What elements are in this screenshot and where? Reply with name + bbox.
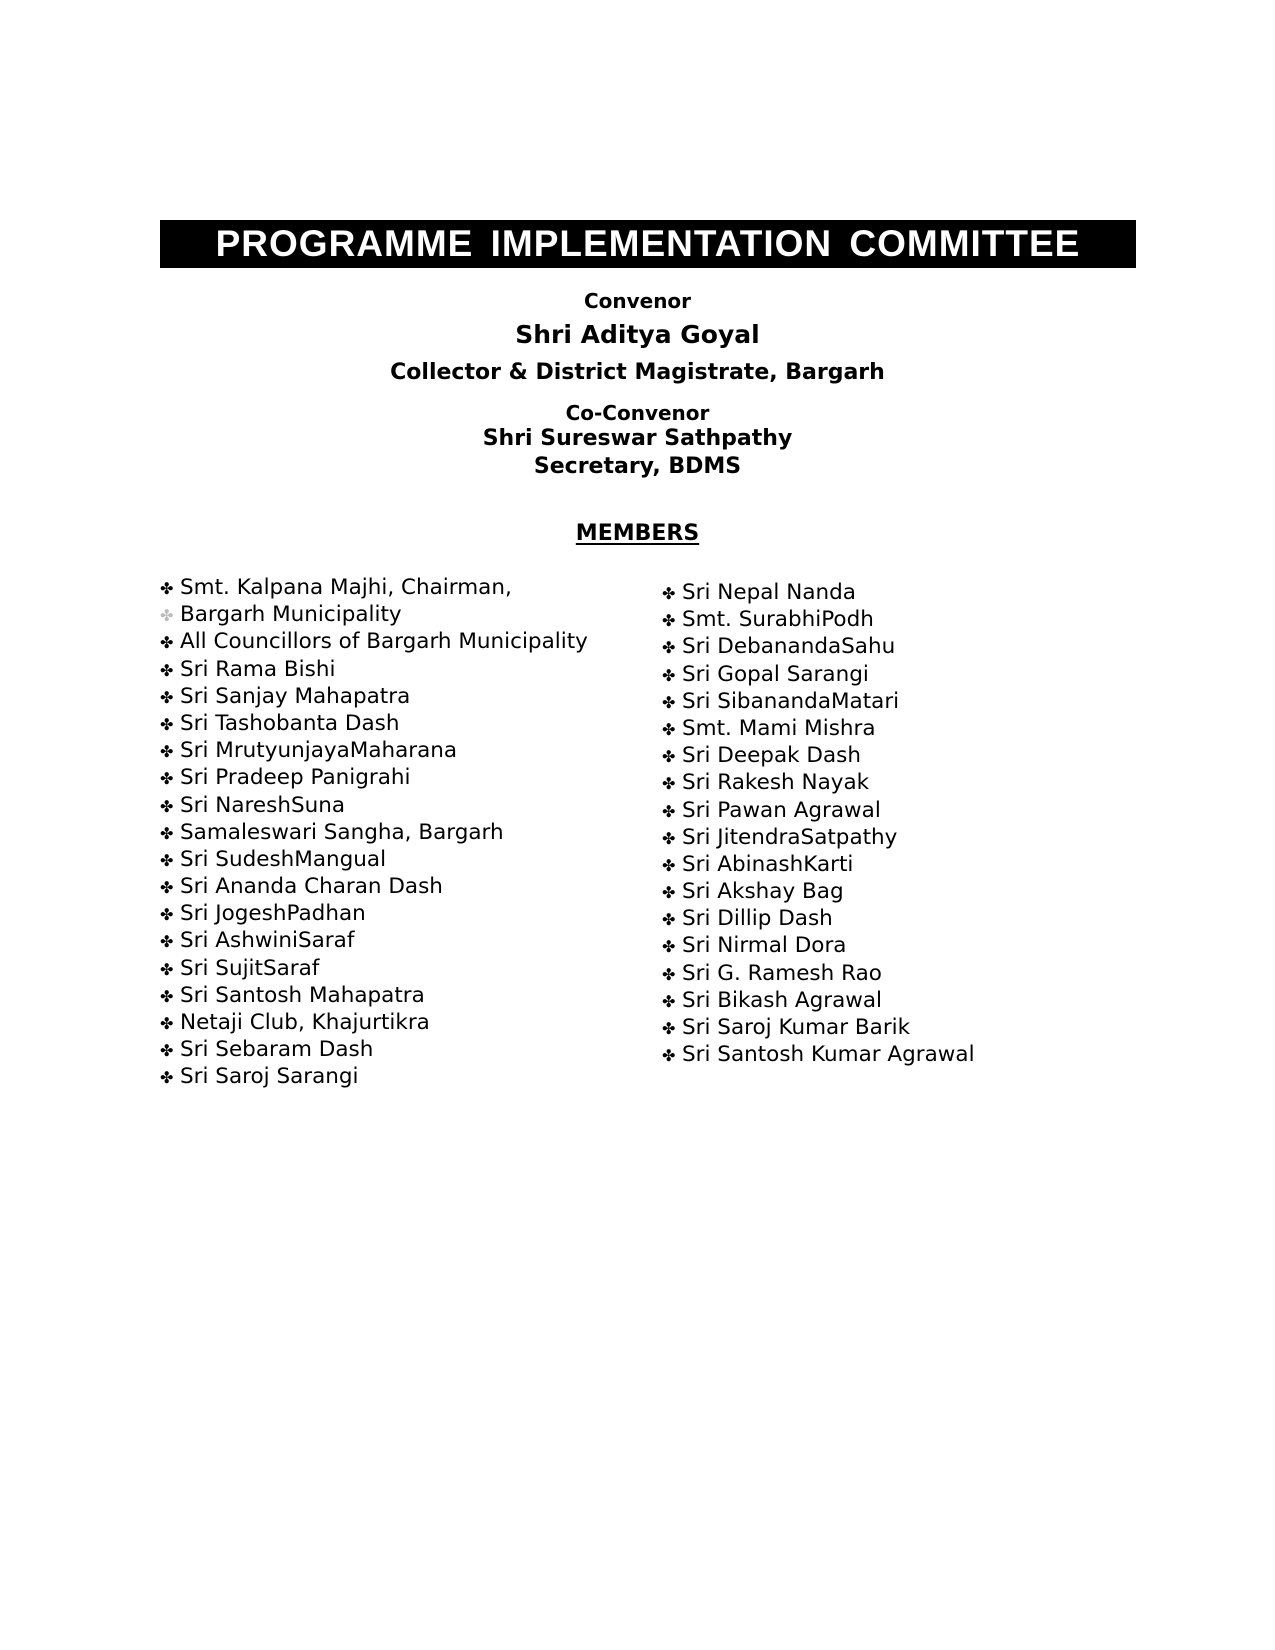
bullet-icon: ✤ (160, 905, 174, 925)
member-name: Sri Sanjay Mahapatra (180, 683, 411, 709)
member-item (662, 688, 975, 715)
member-item (160, 574, 588, 601)
member-name: Sri SibanandaMatari (682, 688, 900, 714)
convenor-name: Shri Aditya Goyal (515, 320, 760, 349)
bullet-icon: ✤ (160, 687, 174, 707)
member-name: Sri Nepal Nanda (682, 580, 856, 605)
member-item (662, 769, 975, 796)
member-item (160, 764, 588, 791)
member-name: All Councillors of Bargarh Municipality (180, 629, 588, 655)
bullet-icon: ✤ (160, 878, 174, 898)
member-name: Netaji Club, Khajurtikra (180, 1010, 430, 1035)
bullet-icon: ✤ (160, 932, 174, 952)
bullet-icon: ✤ (160, 986, 174, 1006)
member-item (662, 606, 975, 633)
co-convenor-label: Co-Convenor (565, 401, 710, 425)
member-name: Sri Tashobanta Dash (180, 710, 400, 736)
bullet-icon: ✤ (160, 769, 174, 789)
member-item (662, 987, 975, 1014)
bullet-icon: ✤ (662, 937, 676, 957)
member-item (160, 601, 588, 628)
members-list-left (160, 574, 588, 1091)
title-banner (160, 220, 1136, 268)
member-item (160, 927, 588, 954)
member-item (160, 683, 588, 710)
member-item (160, 955, 588, 982)
member-item (160, 819, 588, 846)
member-name: Sri SudeshMangual (180, 846, 387, 872)
member-name: Sri AbinashKarti (682, 851, 854, 877)
member-name: Sri Rama Bishi (180, 656, 336, 682)
member-item (662, 824, 975, 851)
bullet-icon: ✤ (662, 692, 676, 712)
member-name: Sri Rakesh Nayak (682, 770, 870, 796)
bullet-icon: ✤ (160, 660, 174, 680)
member-name: Sri DebanandaSahu (682, 634, 896, 660)
member-name: Sri Nirmal Dora (682, 933, 847, 959)
member-item (160, 710, 588, 737)
member-name: Sri Santosh Mahapatra (180, 982, 425, 1008)
member-item (662, 742, 975, 769)
member-name: Sri Gopal Sarangi (682, 661, 869, 687)
member-name: Sri Akshay Bag (682, 879, 844, 905)
member-item (662, 878, 975, 905)
member-name: Sri JogeshPadhan (180, 901, 366, 927)
co-convenor-name: Shri Sureswar Sathpathy (482, 426, 793, 451)
member-name: Smt. SurabhiPodh (682, 607, 874, 633)
bullet-icon: ✤ (160, 1014, 174, 1033)
member-name: Sri G. Ramesh Rao (682, 960, 882, 986)
member-item (160, 656, 588, 683)
bullet-icon: ✤ (662, 964, 676, 984)
member-name: Sri AshwiniSaraf (180, 928, 355, 954)
member-item (160, 1063, 588, 1090)
member-name: Sri NareshSuna (180, 792, 346, 818)
member-name: Sri Saroj Kumar Barik (682, 1015, 911, 1040)
bullet-icon: ✤ (662, 665, 676, 685)
members-heading: MEMBERS (575, 521, 700, 546)
bullet-icon: ✤ (662, 855, 676, 875)
member-item (662, 1041, 975, 1068)
convenor-role: Collector & District Magistrate, Bargarh (390, 360, 885, 385)
member-item (662, 633, 975, 660)
bullet-icon: ✤ (160, 959, 174, 979)
member-name: Smt. Kalpana Majhi, Chairman, (180, 575, 512, 600)
bullet-icon: ✤ (160, 823, 174, 843)
bullet-icon: ✤ (662, 828, 676, 848)
member-name: Sri Deepak Dash (682, 743, 861, 769)
member-item (662, 1014, 975, 1041)
page-title: PROGRAMME IMPLEMENTATION COMMITTEE (215, 223, 1081, 264)
bullet-icon: ✤ (662, 719, 676, 739)
member-item (160, 873, 588, 900)
bullet-icon: ✤ (662, 638, 676, 658)
member-item (662, 932, 975, 959)
member-item (662, 715, 975, 742)
members-list-right (662, 579, 975, 1068)
member-name: Bargarh Municipality (180, 602, 402, 628)
member-item (662, 851, 975, 878)
member-name: Sri Pawan Agrawal (682, 797, 881, 823)
member-name: Sri Santosh Kumar Agrawal (682, 1042, 975, 1068)
co-convenor-role: Secretary, BDMS (533, 454, 742, 479)
bullet-icon: ✤ (160, 633, 174, 653)
member-item (160, 982, 588, 1009)
bullet-icon: ✤ (160, 1068, 174, 1088)
bullet-icon: ✤ (160, 742, 174, 762)
bullet-icon: ✤ (662, 910, 676, 930)
member-item (160, 792, 588, 819)
bullet-icon: ✤ (662, 774, 676, 794)
member-name: Smt. Mami Mishra (682, 715, 876, 741)
bullet-icon: ✤ (160, 579, 174, 598)
member-item (662, 960, 975, 987)
bullet-icon: ✤ (662, 801, 676, 821)
member-item (160, 846, 588, 873)
bullet-icon: ✤ (160, 606, 174, 626)
member-item (662, 579, 975, 606)
bullet-icon: ✤ (662, 991, 676, 1011)
bullet-icon: ✤ (160, 796, 174, 816)
member-name: Sri Pradeep Panigrahi (180, 765, 411, 791)
bullet-icon: ✤ (662, 883, 676, 903)
member-item (160, 900, 588, 927)
member-name: Sri JitendraSatpathy (682, 824, 898, 850)
bullet-icon: ✤ (662, 1046, 676, 1066)
member-item (662, 905, 975, 932)
bullet-icon: ✤ (662, 1019, 676, 1038)
member-name: Sri MrutyunjayaMaharana (180, 738, 458, 764)
member-name: Samaleswari Sangha, Bargarh (180, 819, 504, 845)
member-item (160, 1009, 588, 1036)
bullet-icon: ✤ (160, 850, 174, 870)
member-name: Sri Ananda Charan Dash (180, 874, 443, 900)
bullet-icon: ✤ (160, 714, 174, 734)
member-item (160, 737, 588, 764)
bullet-icon: ✤ (662, 584, 676, 603)
bullet-icon: ✤ (160, 1041, 174, 1061)
member-item (160, 1036, 588, 1063)
member-name: Sri Sebaram Dash (180, 1037, 374, 1063)
bullet-icon: ✤ (662, 611, 676, 631)
convenor-label: Convenor (583, 289, 692, 313)
bullet-icon: ✤ (662, 747, 676, 767)
member-name: Sri Saroj Sarangi (180, 1064, 359, 1090)
member-name: Sri Bikash Agrawal (682, 987, 883, 1013)
member-item (662, 797, 975, 824)
member-item (160, 628, 588, 655)
member-name: Sri SujitSaraf (180, 955, 320, 981)
member-item (662, 661, 975, 688)
member-name: Sri Dillip Dash (682, 906, 833, 932)
